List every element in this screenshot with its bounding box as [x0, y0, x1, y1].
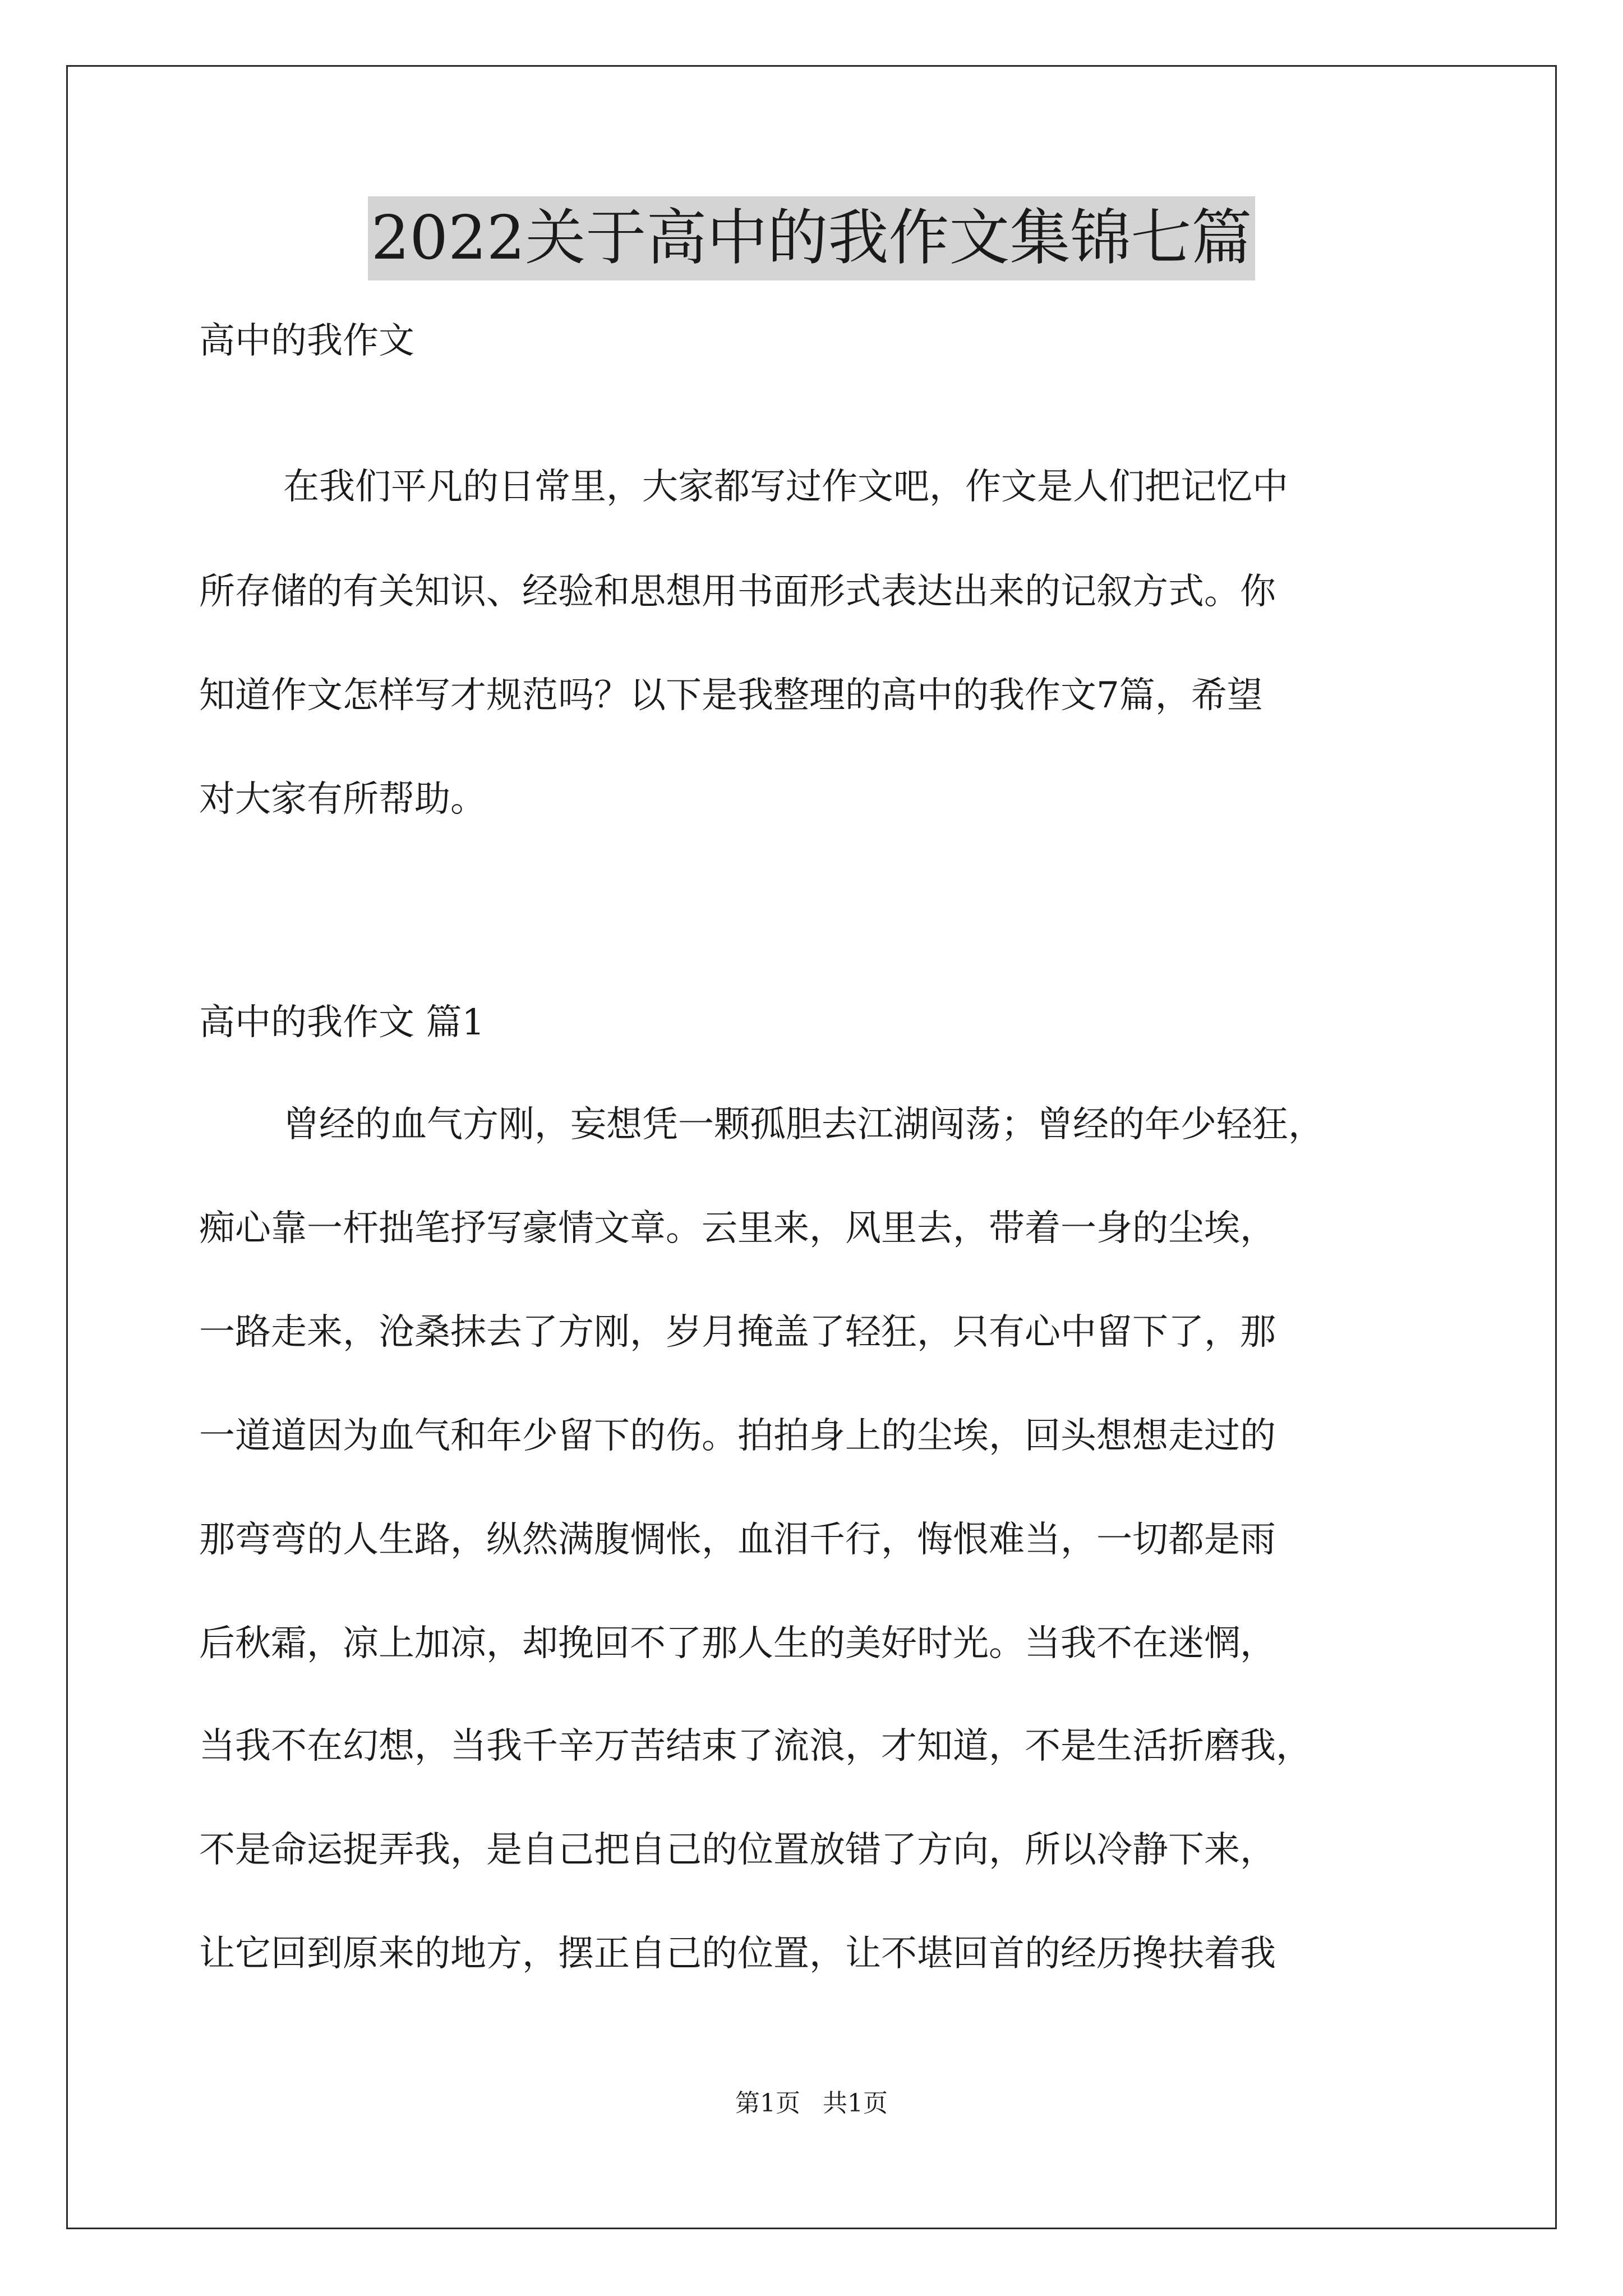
paragraph-line: 知道作文怎样写才规范吗？以下是我整理的高中的我作文7篇，希望	[199, 675, 1263, 716]
paragraph-line: 在我们平凡的日常里，大家都写过作文吧，作文是人们把记忆中	[283, 466, 1288, 508]
paragraph-line: 痴心靠一杆拙笔抒写豪情文章。云里来，风里去，带着一身的尘埃，	[199, 1208, 1276, 1249]
intro-heading: 高中的我作文	[199, 320, 414, 362]
page-total: 共1页	[823, 2089, 888, 2118]
paragraph-line: 一路走来，沧桑抹去了方刚，岁月掩盖了轻狂，只有心中留下了，那	[199, 1312, 1276, 1353]
paragraph-line: 那弯弯的人生路，纵然满腹惆怅，血泪千行，悔恨难当，一切都是雨	[199, 1519, 1276, 1561]
paragraph-line: 一道道因为血气和年少留下的伤。拍拍身上的尘埃，回头想想走过的	[199, 1415, 1276, 1457]
paragraph-line: 后秋霜，凉上加凉，却挽回不了那人生的美好时光。当我不在迷惘，	[199, 1623, 1276, 1664]
title-container	[0, 196, 1623, 280]
paragraph-line: 对大家有所帮助。	[199, 779, 486, 820]
document-title: 2022关于高中的我作文集锦七篇	[368, 196, 1256, 280]
paragraph-line: 让它回到原来的地方，摆正自己的位置，让不堪回首的经历搀扶着我	[199, 1933, 1276, 1975]
section-heading: 高中的我作文 篇1	[199, 1002, 485, 1043]
page-footer	[0, 2087, 1623, 2120]
paragraph-line: 当我不在幻想，当我千辛万苦结束了流浪，才知道，不是生活折磨我，	[199, 1726, 1312, 1767]
page-number: 第1页	[735, 2089, 800, 2118]
paragraph-line: 所存储的有关知识、经验和思想用书面形式表达出来的记叙方式。你	[199, 571, 1276, 613]
paragraph-line: 不是命运捉弄我，是自己把自己的位置放错了方向，所以冷静下来，	[199, 1829, 1276, 1871]
paragraph-line: 曾经的血气方刚，妄想凭一颗孤胆去江湖闯荡；曾经的年少轻狂，	[283, 1104, 1324, 1145]
